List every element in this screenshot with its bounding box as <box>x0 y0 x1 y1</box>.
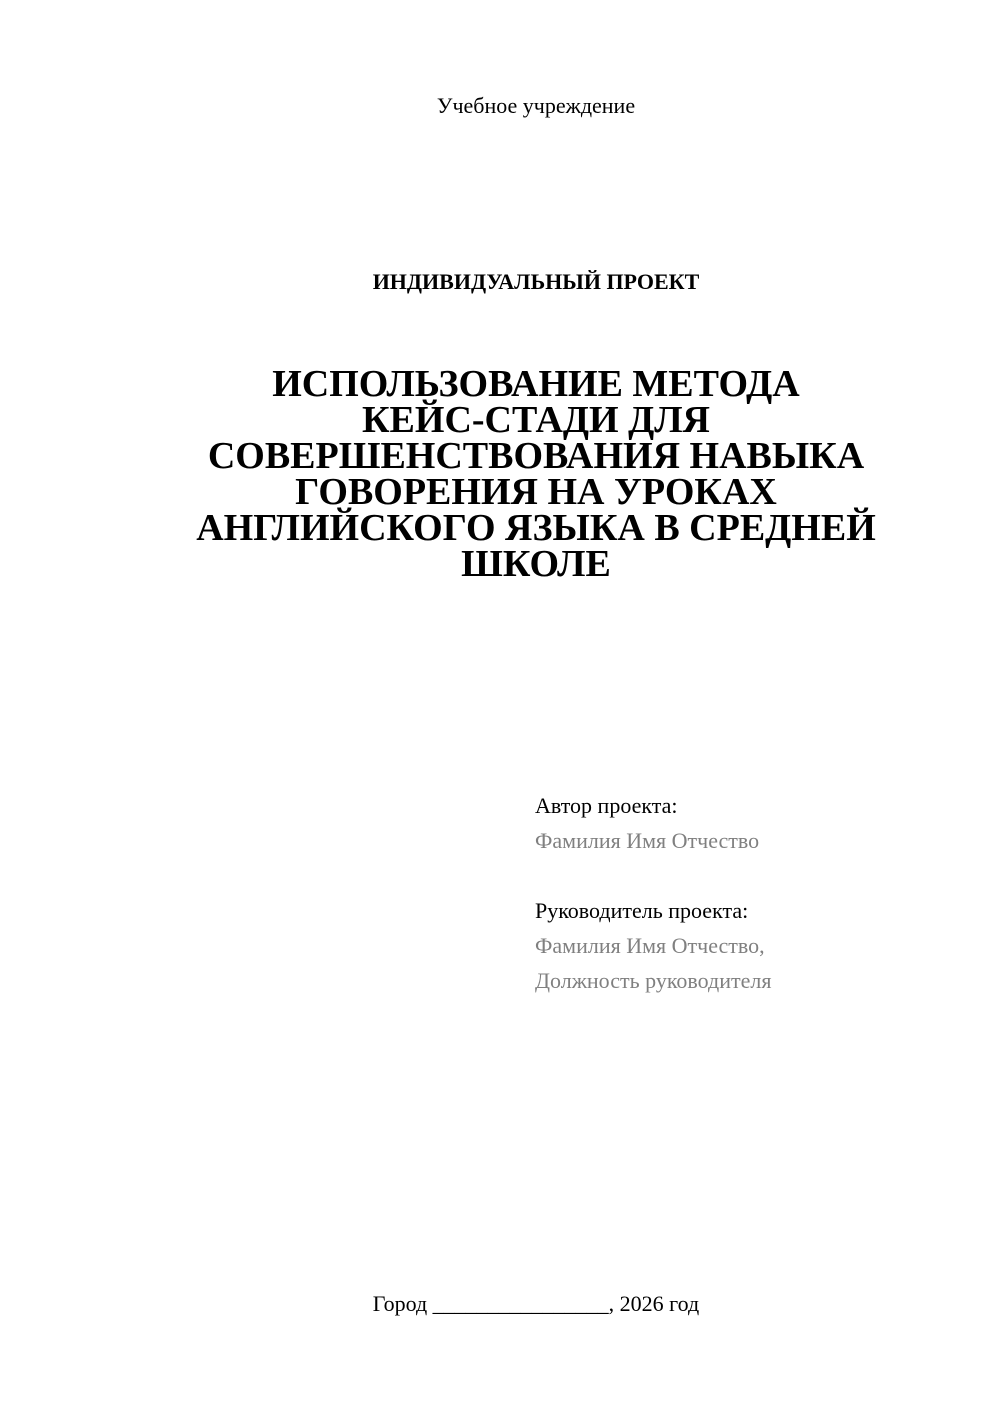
supervisor-position: Должность руководителя <box>535 968 772 993</box>
project-type: ИНДИВИДУАЛЬНЫЙ ПРОЕКТ <box>372 269 700 294</box>
author-name: Фамилия Имя Отчество <box>535 828 760 853</box>
author-block <box>535 788 975 858</box>
author-label: Автор проекта: <box>535 793 678 818</box>
title-line: ИСПОЛЬЗОВАНИЕ МЕТОДА <box>272 363 800 405</box>
supervisor-label: Руководитель проекта: <box>535 898 749 923</box>
title-line: ШКОЛЕ <box>461 543 611 585</box>
title-line: ГОВОРЕНИЯ НА УРОКАХ <box>295 471 777 513</box>
title-line: СОВЕРШЕНСТВОВАНИЯ НАВЫКА <box>207 435 865 477</box>
institution-name: Учебное учреждение <box>436 93 636 118</box>
project-title <box>150 363 922 585</box>
supervisor-name: Фамилия Имя Отчество, <box>535 933 765 958</box>
title-line: АНГЛИЙСКОГО ЯЗЫКА В СРЕДНЕЙ <box>196 507 876 549</box>
city-year-line: Город ________________, 2026 год <box>372 1291 700 1316</box>
title-line: КЕЙС-СТАДИ ДЛЯ <box>362 399 710 441</box>
supervisor-block <box>535 893 975 998</box>
